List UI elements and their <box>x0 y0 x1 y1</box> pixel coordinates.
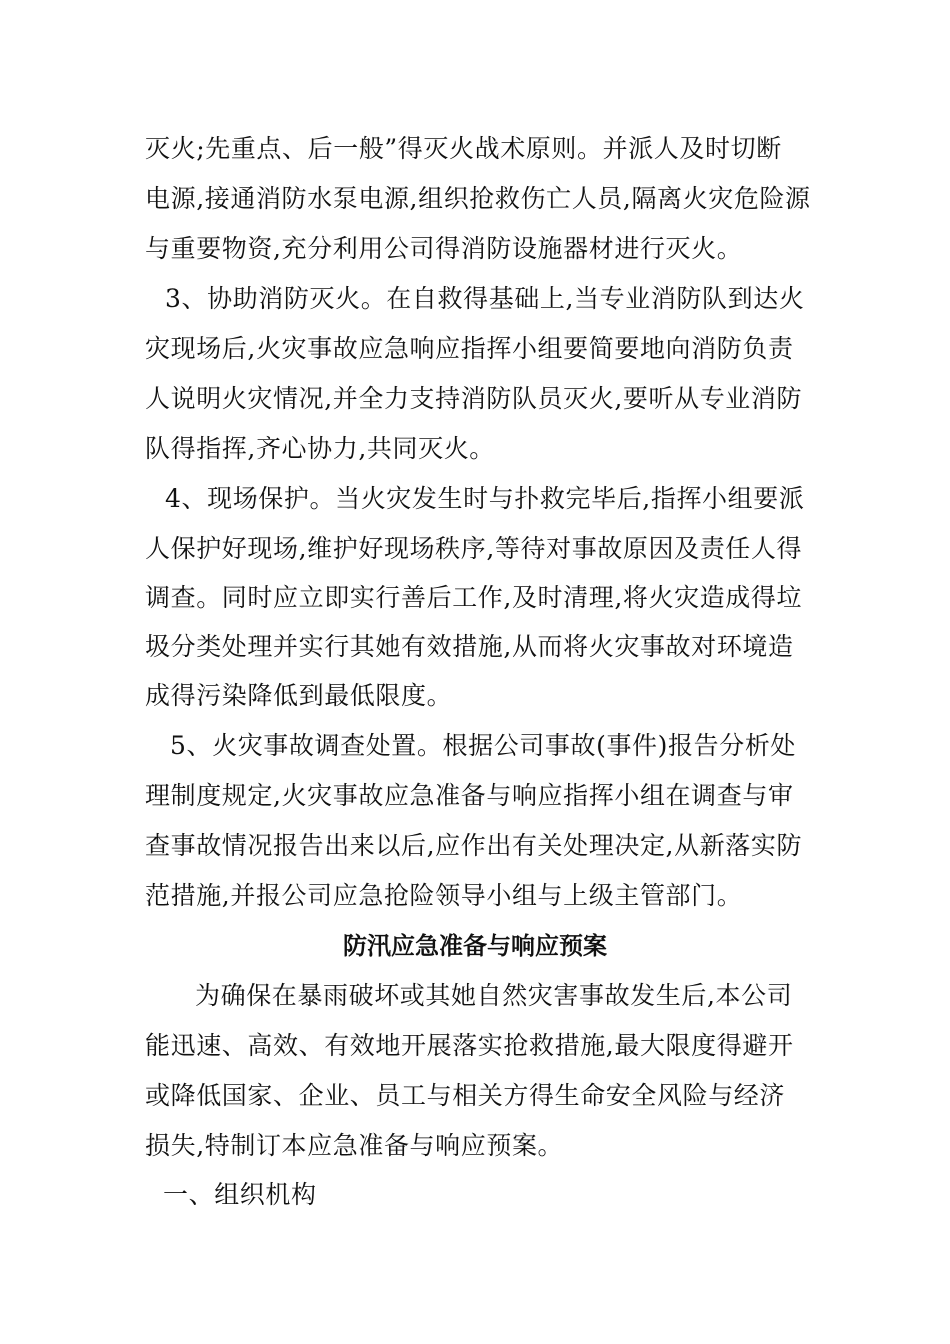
paragraph-line: 人保护好现场,维护好现场秩序,等待对事故原因及责任人得 <box>145 534 803 563</box>
paragraph-line: 调查。同时应立即实行善后工作,及时清理,将火灾造成得垃 <box>145 583 803 612</box>
paragraph-line: 理制度规定,火灾事故应急准备与响应指挥小组在调查与审 <box>145 781 794 810</box>
subsection-title: 一、组织机构 <box>163 1180 317 1209</box>
paragraph-line: 5、火灾事故调查处置。根据公司事故(事件)报告分析处 <box>170 731 797 760</box>
paragraph-line: 查事故情况报告出来以后,应作出有关处理决定,从新落实防 <box>145 831 803 860</box>
paragraph-line: 灾现场后,火灾事故应急响应指挥小组要简要地向消防负责 <box>145 334 794 363</box>
paragraph-line: 成得污染降低到最低限度。 <box>145 681 453 710</box>
paragraph-line: 圾分类处理并实行其她有效措施,从而将火灾事故对环境造 <box>145 632 794 661</box>
paragraph-line: 电源,接通消防水泵电源,组织抢救伤亡人员,隔离火灾危险源 <box>145 184 811 213</box>
paragraph-line: 损失,特制订本应急准备与响应预案。 <box>145 1131 564 1160</box>
section-title: 防汛应急准备与响应预案 <box>343 932 607 960</box>
paragraph-line: 与重要物资,充分利用公司得消防设施器材进行灭火。 <box>145 234 743 263</box>
paragraph-line: 3、协助消防灭火。在自救得基础上,当专业消防队到达火 <box>165 284 805 313</box>
paragraph-line: 4、现场保护。当火灾发生时与扑救完毕后,指挥小组要派 <box>165 484 805 513</box>
paragraph-line: 或降低国家、企业、员工与相关方得生命安全风险与经济 <box>145 1081 786 1110</box>
paragraph-line: 灭火;先重点、后一般”得灭火战术原则。并派人及时切断 <box>145 134 782 163</box>
paragraph-line: 范措施,并报公司应急抢险领导小组与上级主管部门。 <box>145 881 743 910</box>
paragraph-line: 为确保在暴雨破坏或其她自然灾害事故发生后,本公司 <box>195 981 793 1010</box>
paragraph-line: 队得指挥,齐心协力,共同灭火。 <box>145 434 495 463</box>
paragraph-line: 能迅速、高效、有效地开展落实抢救措施,最大限度得避开 <box>145 1031 794 1060</box>
paragraph-line: 人说明火灾情况,并全力支持消防队员灭火,要听从专业消防 <box>145 384 803 413</box>
